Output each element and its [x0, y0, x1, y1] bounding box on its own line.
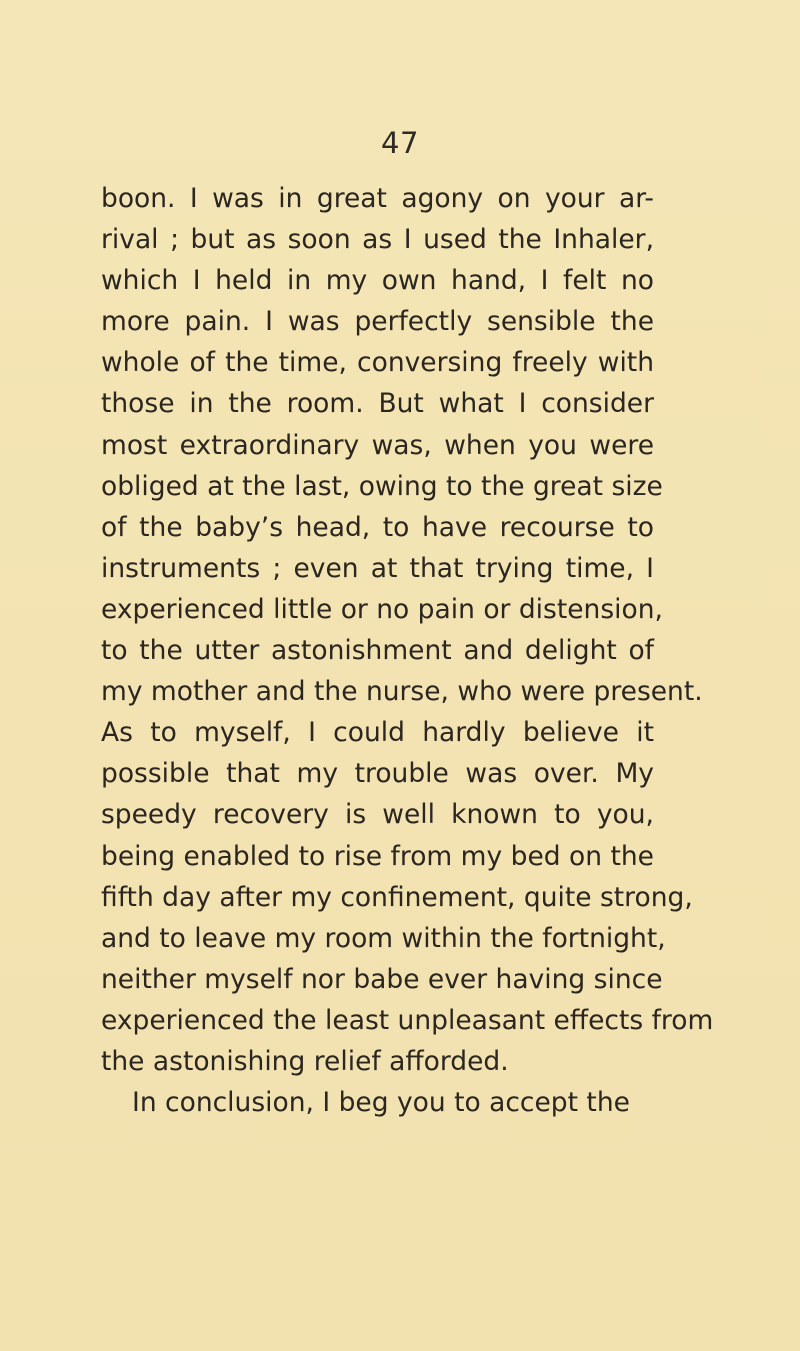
text-line: most extraordinary was, when you were: [101, 429, 654, 461]
text-line: being enabled to rise from my bed on the: [101, 840, 654, 872]
text-line: experienced little or no pain or distension,: [101, 593, 663, 625]
text-line: speedy recovery is well known to you,: [101, 799, 654, 831]
text-line: neither myself nor babe ever having since: [101, 963, 663, 995]
text-line: more pain. I was perfectly sensible the: [101, 306, 654, 338]
text-line: instruments ; even at that trying time, I: [101, 552, 654, 584]
text-line: which I held in my own hand, I felt no: [101, 265, 654, 297]
body-text: [101, 178, 714, 1123]
text-line: those in the room. But what I consider: [101, 388, 654, 420]
page-number: 47: [381, 126, 419, 160]
text-line: fifth day after my confinement, quite strong,: [101, 881, 693, 913]
text-line: boon. I was in great agony on your ar-: [101, 183, 654, 214]
text-line: As to myself, I could hardly believe it: [101, 717, 654, 749]
text-line: the astonishing relief afforded.: [101, 1045, 509, 1077]
text-line: possible that my trouble was over. My: [101, 758, 654, 790]
text-line: my mother and the nurse, who were present.: [101, 676, 703, 708]
text-line: experienced the least unpleasant effects from: [101, 1004, 714, 1036]
text-line: to the utter astonishment and delight of: [101, 635, 654, 667]
text-line: In conclusion, I beg you to accept the: [132, 1087, 630, 1119]
text-line: rival ; but as soon as I used the Inhaler,: [101, 224, 654, 256]
text-line: whole of the time, conversing freely with: [101, 347, 654, 379]
text-line: obliged at the last, owing to the great size: [101, 470, 663, 502]
text-line: and to leave my room within the fortnight,: [101, 922, 666, 954]
text-line: of the baby’s head, to have recourse to: [101, 511, 654, 543]
